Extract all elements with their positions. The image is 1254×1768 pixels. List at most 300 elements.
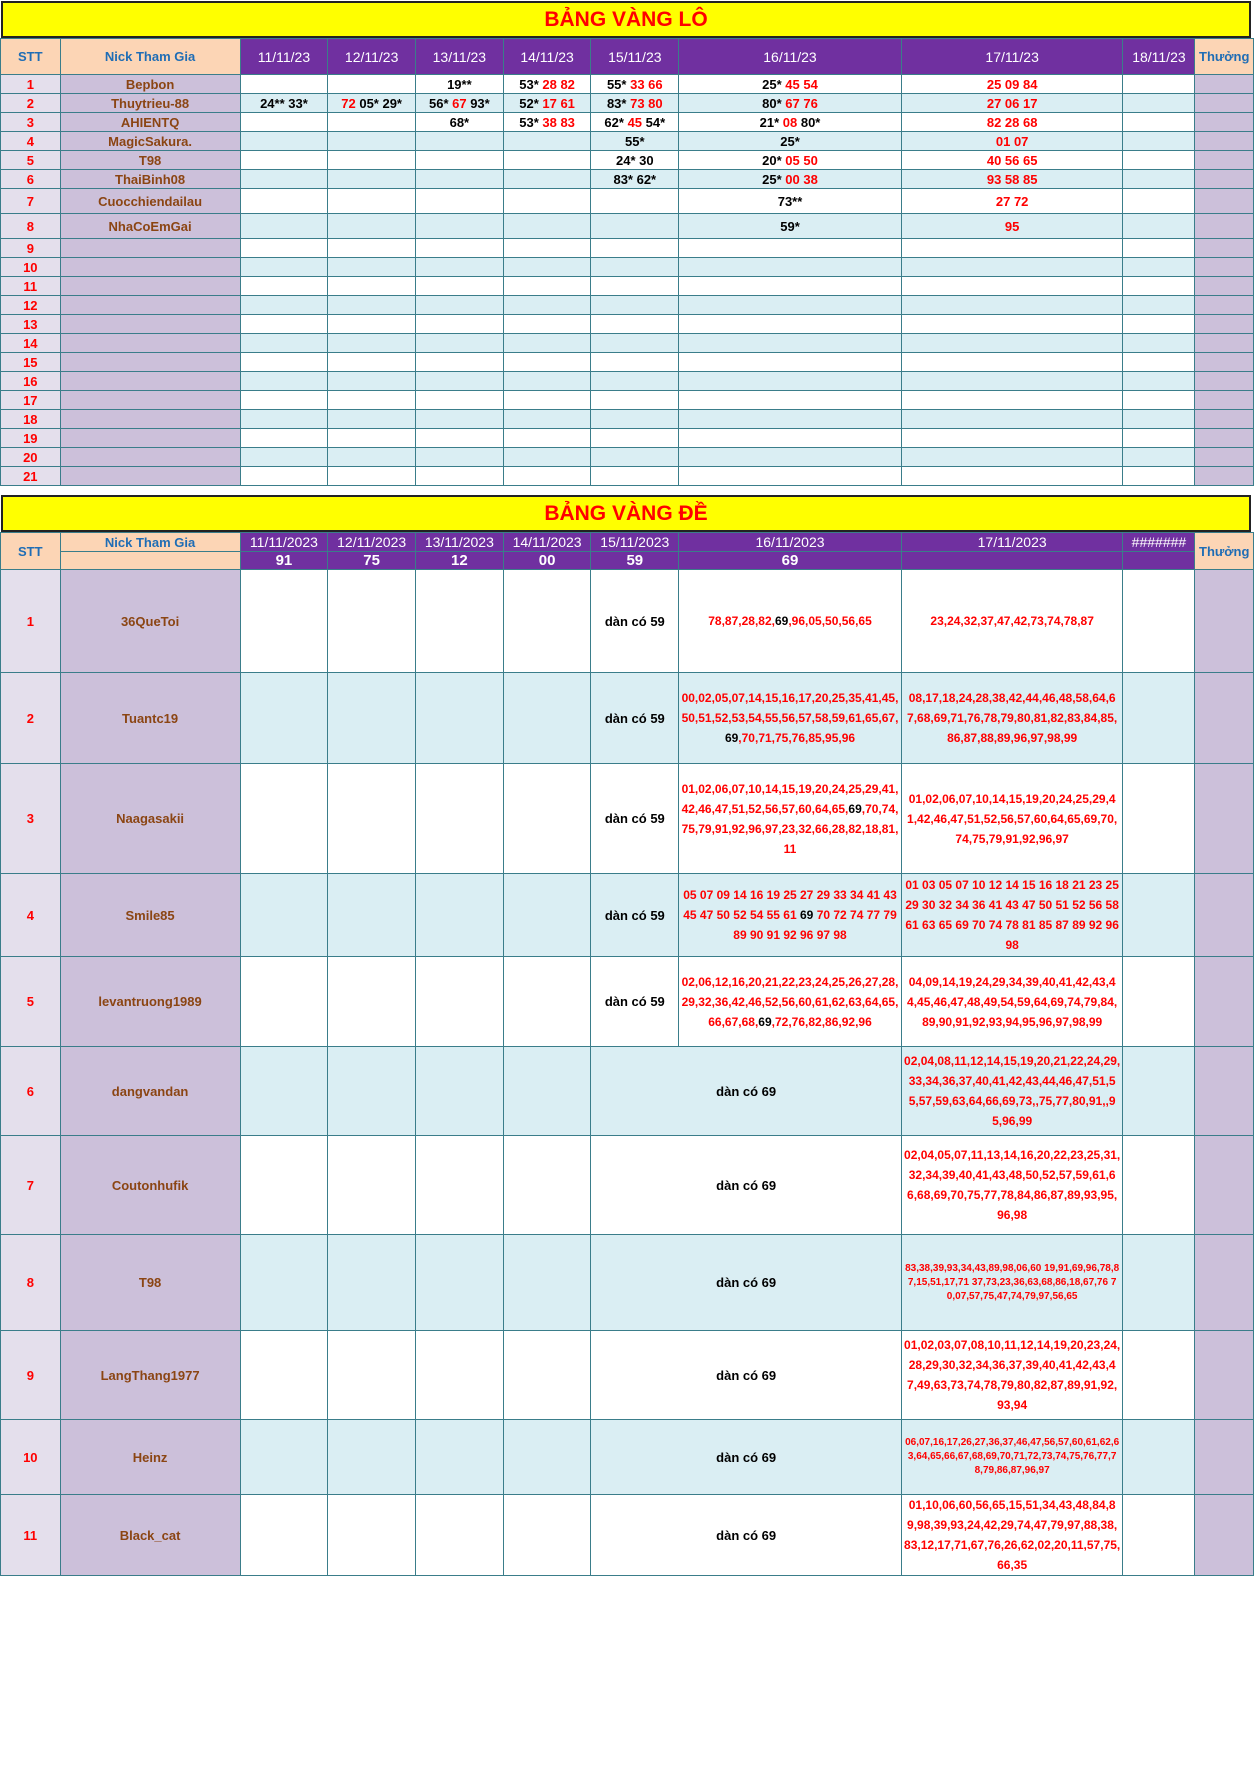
row-stt: 16 (1, 372, 61, 391)
number-run: 02,04,08,11,12,14,15,19,20,21,22,24,29,33,34,36,37,40,41,42,43,44,46,47,51,55,57,59,63,64,66,69,73,,75,77,80,91,,95,96,99 (904, 1054, 1121, 1128)
de-cell-17 (901, 1331, 1123, 1420)
number-run: 82 28 68 (986, 114, 1038, 130)
lo-cell (503, 429, 591, 448)
row-thuong (1195, 214, 1254, 239)
lo-cell (591, 410, 679, 429)
lo-cell (1123, 75, 1195, 94)
de-cell (328, 673, 416, 764)
number-run: 05 07 09 14 16 19 25 27 29 33 34 41 43 45 47 50 52 54 55 61 (683, 888, 897, 922)
de-cell (240, 764, 328, 874)
de-cell-17 (901, 1420, 1123, 1495)
lo-cell (901, 334, 1123, 353)
row-stt: 9 (1, 1331, 61, 1420)
lo-header-date: 18/11/23 (1123, 39, 1195, 75)
de-cell (240, 957, 328, 1047)
lo-cell (503, 151, 591, 170)
de-header-nick-blank (60, 552, 240, 570)
lo-cell (503, 239, 591, 258)
lo-cell (591, 132, 679, 151)
lo-cell (591, 429, 679, 448)
row-nick: LangThang1977 (60, 1331, 240, 1420)
lo-cell (503, 315, 591, 334)
row-thuong (1195, 75, 1254, 94)
row-nick: dangvandan (60, 1047, 240, 1136)
number-run: 69 (724, 731, 739, 745)
number-run: 21* (759, 114, 780, 130)
lo-cell (328, 391, 416, 410)
lo-header-stt: STT (1, 39, 61, 75)
row-stt: 3 (1, 764, 61, 874)
row-thuong (1195, 410, 1254, 429)
lo-cell (901, 75, 1123, 94)
lo-cell (240, 467, 328, 486)
row-nick: Naagasakii (60, 764, 240, 874)
lo-cell (328, 214, 416, 239)
lo-cell (328, 429, 416, 448)
lo-cell (328, 467, 416, 486)
number-run: dàn có 69 (716, 1275, 777, 1290)
de-cell (328, 957, 416, 1047)
number-run: 83,38,39,93,34,43,89,98,06,60 19,91,69,96,78,87,15,51,17,71 37,73,23,36,63,68,86,18,67,76 70,07,57,75,47,74,79,97,56,65 (905, 1262, 1120, 1302)
lo-cell (1123, 353, 1195, 372)
lo-cell (901, 353, 1123, 372)
table-row (1, 467, 1254, 486)
lo-cell (328, 151, 416, 170)
lo-cell (416, 170, 504, 189)
de-cell-16-merged (591, 1495, 901, 1576)
lo-cell (679, 239, 902, 258)
lo-cell (1123, 113, 1195, 132)
de-cell (240, 1331, 328, 1420)
lo-cell (591, 334, 679, 353)
de-header-result: 12 (416, 552, 504, 570)
lo-cell (416, 189, 504, 214)
de-cell-15: dàn có 59 (591, 957, 679, 1047)
row-thuong (1195, 296, 1254, 315)
lo-cell (901, 151, 1123, 170)
de-cell-16 (679, 957, 902, 1047)
row-stt: 15 (1, 353, 61, 372)
lo-cell (679, 448, 902, 467)
lo-cell (503, 296, 591, 315)
row-thuong (1195, 448, 1254, 467)
row-thuong (1195, 334, 1254, 353)
de-cell (328, 874, 416, 957)
row-nick: Heinz (60, 1420, 240, 1495)
row-thuong (1195, 1495, 1254, 1576)
number-run: 68* (449, 114, 470, 130)
de-header-date: 14/11/2023 (503, 533, 591, 552)
table-row (1, 296, 1254, 315)
lo-cell (416, 214, 504, 239)
lo-cell (503, 353, 591, 372)
table-row (1, 239, 1254, 258)
de-header-date: ####### (1123, 533, 1195, 552)
row-thuong (1195, 277, 1254, 296)
de-cell (328, 764, 416, 874)
lo-cell (679, 391, 902, 410)
de-cell-17 (901, 1047, 1123, 1136)
lo-cell (416, 429, 504, 448)
number-run: ,70,71,75,76,85,95,96 (738, 731, 856, 745)
lo-cell (240, 151, 328, 170)
table-row (1, 448, 1254, 467)
de-header-thuong: Thưởng (1195, 533, 1254, 570)
row-nick (60, 353, 240, 372)
table-row (1, 1136, 1254, 1235)
row-stt: 13 (1, 315, 61, 334)
table-row (1, 258, 1254, 277)
lo-cell (503, 372, 591, 391)
lo-cell (416, 151, 504, 170)
number-run: 40 56 65 (986, 152, 1038, 168)
row-stt: 1 (1, 75, 61, 94)
row-nick: NhaCoEmGai (60, 214, 240, 239)
lo-cell (416, 467, 504, 486)
row-stt: 11 (1, 1495, 61, 1576)
table-row (1, 673, 1254, 764)
de-cell (503, 1047, 591, 1136)
number-run: 06,07,16,17,26,27,36,37,46,47,56,57,60,61,62,63,64,65,66,67,68,69,70,71,72,73,74,75,76,77,78,79,86,87,96,97 (905, 1437, 1120, 1476)
number-run: 33 66 (626, 76, 663, 92)
table-row (1, 410, 1254, 429)
number-run: ,72,76,82,86,92,96 (771, 1014, 872, 1029)
lo-cell (328, 353, 416, 372)
de-header-result: 91 (240, 552, 328, 570)
lo-header-date: 15/11/23 (591, 39, 679, 75)
lo-cell (240, 113, 328, 132)
table-row (1, 353, 1254, 372)
row-stt: 4 (1, 874, 61, 957)
lo-cell (1123, 467, 1195, 486)
row-nick: Tuantc19 (60, 673, 240, 764)
lo-cell (416, 410, 504, 429)
number-run: 25* (762, 171, 782, 187)
lo-cell (416, 75, 504, 94)
number-run: dàn có 69 (716, 1367, 777, 1383)
number-run: 78,87,28,82, (708, 614, 775, 628)
number-run: ,96,05,50,56,65 (788, 614, 872, 628)
number-run: 02,04,05,07,11,13,14,16,20,22,23,25,31,32,34,39,40,41,43,48,50,52,57,59,61,66,68,69,70,75,77,78,84,86,87,89,93,95,96,98 (904, 1148, 1121, 1222)
lo-cell (901, 467, 1123, 486)
de-cell (328, 1495, 416, 1576)
number-run: 01,02,06,07,10,14,15,19,20,24,25,29,41,42,46,47,51,52,56,57,60,64,65, (681, 781, 899, 816)
lo-cell (416, 334, 504, 353)
lo-cell (901, 189, 1123, 214)
lo-cell (591, 214, 679, 239)
number-run: 27 06 17 (986, 95, 1038, 111)
row-thuong (1195, 239, 1254, 258)
lo-cell (1123, 448, 1195, 467)
lo-cell (328, 334, 416, 353)
lo-cell (1123, 170, 1195, 189)
number-run: 19** (447, 76, 472, 92)
de-cell (416, 1235, 504, 1331)
de-cell (328, 1136, 416, 1235)
table-row (1, 214, 1254, 239)
lo-cell (416, 315, 504, 334)
number-run: 38 83 (538, 114, 575, 130)
de-cell (416, 1495, 504, 1576)
lo-cell (416, 258, 504, 277)
lo-cell (503, 132, 591, 151)
row-stt: 10 (1, 258, 61, 277)
lo-cell (1123, 239, 1195, 258)
de-cell-16 (679, 764, 902, 874)
lo-cell (416, 372, 504, 391)
table-row (1, 75, 1254, 94)
lo-cell (1123, 410, 1195, 429)
lo-cell (591, 448, 679, 467)
lo-cell (591, 391, 679, 410)
lo-cell (416, 448, 504, 467)
de-cell (1123, 1136, 1195, 1235)
lo-cell (679, 372, 902, 391)
lo-cell (503, 214, 591, 239)
lo-cell (901, 113, 1123, 132)
lo-cell (591, 75, 679, 94)
lo-cell (503, 113, 591, 132)
lo-cell (901, 296, 1123, 315)
lo-cell (240, 334, 328, 353)
lo-header-thuong: Thưởng (1195, 39, 1254, 75)
number-run: 05 50 (781, 152, 818, 168)
lo-cell (503, 75, 591, 94)
de-cell (1123, 1495, 1195, 1576)
table-row (1, 874, 1254, 957)
lo-cell (591, 258, 679, 277)
table-row (1, 1047, 1254, 1136)
number-run: 01,10,06,60,56,65,15,51,34,43,48,84,89,98,39,93,24,42,29,74,47,79,97,88,38,83,12,17,71,67,76,26,62,02,20,11,57,75,66,35 (904, 1498, 1121, 1572)
row-stt: 7 (1, 189, 61, 214)
lo-cell (901, 448, 1123, 467)
row-thuong (1195, 673, 1254, 764)
de-cell (328, 1047, 416, 1136)
row-stt: 7 (1, 1136, 61, 1235)
de-cell (328, 570, 416, 673)
lo-header-date: 13/11/23 (416, 39, 504, 75)
number-run: 54* (642, 114, 666, 130)
de-cell (240, 673, 328, 764)
de-cell (240, 1495, 328, 1576)
table-row (1, 764, 1254, 874)
lo-cell (591, 189, 679, 214)
de-cell (416, 1136, 504, 1235)
de-cell (240, 1047, 328, 1136)
row-stt: 6 (1, 1047, 61, 1136)
lo-cell (901, 315, 1123, 334)
row-thuong (1195, 258, 1254, 277)
table-row (1, 1331, 1254, 1420)
de-cell-17 (901, 570, 1123, 673)
lo-cell (328, 258, 416, 277)
lo-cell (240, 132, 328, 151)
row-nick (60, 429, 240, 448)
de-cell (416, 957, 504, 1047)
number-run: 08 (779, 114, 798, 130)
number-run: 01,02,03,07,08,10,11,12,14,19,20,23,24,28,29,30,32,34,36,37,39,40,41,42,43,47,49,63,73,74,78,79,80,82,87,89,91,92,93,94 (904, 1338, 1121, 1412)
row-nick (60, 372, 240, 391)
lo-cell (240, 391, 328, 410)
number-run: 23,24,32,37,47,42,73,74,78,87 (930, 614, 1094, 628)
row-stt: 17 (1, 391, 61, 410)
de-cell (1123, 570, 1195, 673)
number-run: dàn có 69 (716, 1177, 777, 1193)
de-cell (503, 764, 591, 874)
lo-header-date: 17/11/23 (901, 39, 1123, 75)
lo-cell (679, 113, 902, 132)
de-cell (416, 1331, 504, 1420)
lo-cell (1123, 94, 1195, 113)
de-cell (1123, 874, 1195, 957)
de-cell-15: dàn có 59 (591, 570, 679, 673)
lo-cell (328, 132, 416, 151)
de-cell (503, 1495, 591, 1576)
lo-cell (1123, 132, 1195, 151)
row-nick: Black_cat (60, 1495, 240, 1576)
de-cell (503, 1235, 591, 1331)
lo-cell (416, 391, 504, 410)
row-nick (60, 315, 240, 334)
row-stt: 4 (1, 132, 61, 151)
lo-cell (591, 151, 679, 170)
row-nick: levantruong1989 (60, 957, 240, 1047)
de-cell (1123, 1047, 1195, 1136)
de-header-result (1123, 552, 1195, 570)
table-row (1, 113, 1254, 132)
number-run: 83* (606, 95, 627, 111)
row-nick: Smile85 (60, 874, 240, 957)
number-run: 73** (777, 193, 803, 209)
number-run: 27 72 (995, 193, 1029, 209)
lo-header-date: 14/11/23 (503, 39, 591, 75)
lo-cell (901, 214, 1123, 239)
lo-cell (240, 429, 328, 448)
row-thuong (1195, 1235, 1254, 1331)
number-run: 24** 33* (260, 95, 308, 111)
de-cell (240, 1235, 328, 1331)
row-nick: 36QueToi (60, 570, 240, 673)
lo-cell (679, 315, 902, 334)
number-run: 08,17,18,24,28,38,42,44,46,48,58,64,67,68,69,71,76,78,79,80,81,82,83,84,85,86,87,88,89,96,97,98,99 (907, 691, 1118, 745)
number-run: 01 07 (995, 133, 1029, 149)
number-run: 55* (625, 133, 645, 149)
number-run: 93* (466, 95, 490, 111)
de-header-date: 11/11/2023 (240, 533, 328, 552)
lo-cell (901, 372, 1123, 391)
lo-cell (591, 296, 679, 315)
de-header-date: 17/11/2023 (901, 533, 1123, 552)
lo-cell (679, 75, 902, 94)
lo-cell (679, 94, 902, 113)
de-cell-15: dàn có 59 (591, 874, 679, 957)
table-row (1, 957, 1254, 1047)
de-cell-16 (679, 570, 902, 673)
lo-cell (679, 467, 902, 486)
lo-cell (503, 258, 591, 277)
table-row (1, 170, 1254, 189)
de-header-result: 59 (591, 552, 679, 570)
number-run: 53* (519, 76, 539, 92)
lo-header-date: 12/11/23 (328, 39, 416, 75)
number-run: 53* (519, 114, 539, 130)
row-nick (60, 391, 240, 410)
de-cell-16 (679, 874, 902, 957)
row-stt: 1 (1, 570, 61, 673)
number-run: 01 03 05 07 10 12 14 15 16 18 21 23 25 29 30 32 34 36 41 43 47 50 51 52 56 58 61 63 65 69 70 74 78 81 85 87 89 92 96 98 (905, 878, 1119, 952)
row-nick: AHIENTQ (60, 113, 240, 132)
row-nick: T98 (60, 1235, 240, 1331)
number-run: 67 76 (781, 95, 818, 111)
de-cell (416, 874, 504, 957)
number-run: 69 (758, 1014, 772, 1029)
number-run: 25 09 84 (986, 76, 1038, 92)
de-cell-16-merged (591, 1136, 901, 1235)
row-stt: 2 (1, 94, 61, 113)
de-cell-16 (679, 673, 902, 764)
lo-cell (901, 258, 1123, 277)
de-cell-16-merged (591, 1331, 901, 1420)
de-cell (240, 1420, 328, 1495)
lo-cell (416, 94, 504, 113)
number-run: 93 58 85 (986, 171, 1038, 187)
de-cell (328, 1235, 416, 1331)
row-stt: 6 (1, 170, 61, 189)
row-thuong (1195, 189, 1254, 214)
lo-cell (416, 277, 504, 296)
lo-cell (901, 429, 1123, 448)
row-thuong (1195, 429, 1254, 448)
lo-cell (328, 372, 416, 391)
lo-cell (503, 410, 591, 429)
row-thuong (1195, 372, 1254, 391)
lo-cell (591, 239, 679, 258)
table-row (1, 1235, 1254, 1331)
row-stt: 14 (1, 334, 61, 353)
lo-cell (328, 170, 416, 189)
de-cell-17 (901, 957, 1123, 1047)
row-thuong (1195, 1136, 1254, 1235)
table-row (1, 277, 1254, 296)
de-cell (503, 673, 591, 764)
lo-cell (679, 353, 902, 372)
table-row (1, 94, 1254, 113)
de-header-stt: STT (1, 533, 61, 570)
lo-cell (240, 214, 328, 239)
row-stt: 8 (1, 1235, 61, 1331)
number-run: 83* 62* (613, 171, 657, 187)
lo-cell (679, 277, 902, 296)
lo-cell (679, 132, 902, 151)
de-cell (416, 570, 504, 673)
de-table (0, 532, 1254, 1576)
lo-cell (1123, 296, 1195, 315)
lo-cell (416, 239, 504, 258)
lo-cell (679, 151, 902, 170)
de-cell (416, 1047, 504, 1136)
de-header-nick: Nick Tham Gia (60, 533, 240, 552)
row-thuong (1195, 570, 1254, 673)
row-stt: 12 (1, 296, 61, 315)
de-cell-16-merged (591, 1420, 901, 1495)
de-cell (328, 1420, 416, 1495)
row-nick: MagicSakura. (60, 132, 240, 151)
lo-cell (1123, 214, 1195, 239)
de-cell (503, 957, 591, 1047)
table-row (1, 132, 1254, 151)
table-row (1, 189, 1254, 214)
lo-cell (1123, 258, 1195, 277)
